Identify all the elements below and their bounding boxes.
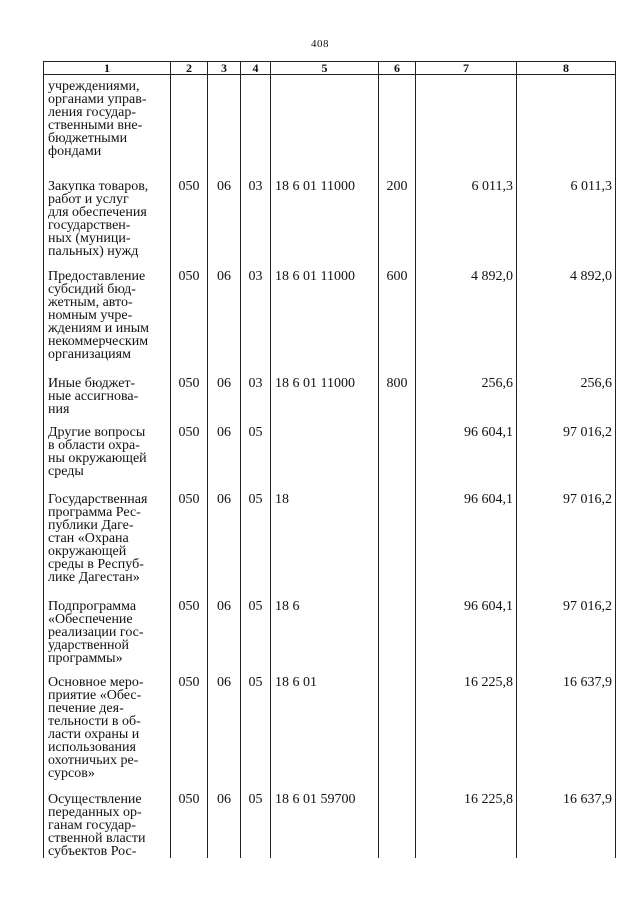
cell-amount-year1: 96 604,1 xyxy=(416,422,517,489)
cell-ministry-code xyxy=(171,75,208,177)
header-col-3: 3 xyxy=(208,62,241,75)
cell-section: 06 xyxy=(208,672,241,789)
cell-subsection: 03 xyxy=(241,176,271,266)
header-col-7: 7 xyxy=(416,62,517,75)
cell-ministry-code: 050 xyxy=(171,373,208,422)
header-row xyxy=(44,62,616,75)
cell-expense-type: 200 xyxy=(379,176,416,266)
cell-target-article: 18 6 01 11000 xyxy=(271,373,379,422)
cell-section: 06 xyxy=(208,489,241,596)
header-col-4: 4 xyxy=(241,62,271,75)
cell-amount-year2: 16 637,9 xyxy=(517,672,616,789)
cell-subsection: 05 xyxy=(241,422,271,489)
cell-amount-year2: 6 011,3 xyxy=(517,176,616,266)
cell-ministry-code: 050 xyxy=(171,489,208,596)
cell-amount-year2: 97 016,2 xyxy=(517,596,616,672)
cell-expense-type xyxy=(379,489,416,596)
table-row xyxy=(44,176,616,266)
cell-section: 06 xyxy=(208,176,241,266)
cell-name: Осуществление переданных ор- ганам государ- ственной власти субъектов Рос- xyxy=(44,789,171,858)
header-col-2: 2 xyxy=(171,62,208,75)
cell-amount-year2: 97 016,2 xyxy=(517,422,616,489)
table-row xyxy=(44,789,616,858)
cell-expense-type xyxy=(379,596,416,672)
cell-target-article: 18 6 01 59700 xyxy=(271,789,379,858)
cell-subsection: 03 xyxy=(241,266,271,373)
cell-expense-type xyxy=(379,75,416,177)
cell-expense-type xyxy=(379,789,416,858)
cell-amount-year1 xyxy=(416,75,517,177)
cell-section: 06 xyxy=(208,373,241,422)
cell-name: Государственная программа Рес- публики Даге- стан «Охрана окружающей среды в Респуб- лике Дагестан» xyxy=(44,489,171,596)
cell-name: Основное меро- приятие «Обес- печение дея- тельности в об- ласти охраны и использования охотничьих ре- сурсов» xyxy=(44,672,171,789)
cell-name: Подпрограмма «Обеспечение реализации гос- ударственной программы» xyxy=(44,596,171,672)
cell-ministry-code: 050 xyxy=(171,789,208,858)
cell-section: 06 xyxy=(208,596,241,672)
cell-amount-year2: 16 637,9 xyxy=(517,789,616,858)
cell-amount-year1: 16 225,8 xyxy=(416,672,517,789)
cell-expense-type: 600 xyxy=(379,266,416,373)
cell-amount-year1: 96 604,1 xyxy=(416,489,517,596)
cell-expense-type xyxy=(379,672,416,789)
table-row xyxy=(44,266,616,373)
page-number: 408 xyxy=(311,38,329,50)
cell-expense-type: 800 xyxy=(379,373,416,422)
cell-amount-year2 xyxy=(517,75,616,177)
table-row xyxy=(44,489,616,596)
cell-amount-year1: 16 225,8 xyxy=(416,789,517,858)
header-col-6: 6 xyxy=(379,62,416,75)
table-row xyxy=(44,75,616,177)
cell-target-article: 18 6 xyxy=(271,596,379,672)
cell-subsection: 05 xyxy=(241,672,271,789)
table-row xyxy=(44,422,616,489)
cell-subsection xyxy=(241,75,271,177)
header-col-1: 1 xyxy=(44,62,171,75)
cell-amount-year2: 256,6 xyxy=(517,373,616,422)
cell-target-article: 18 xyxy=(271,489,379,596)
cell-ministry-code: 050 xyxy=(171,422,208,489)
table-row xyxy=(44,672,616,789)
cell-target-article xyxy=(271,422,379,489)
cell-target-article: 18 6 01 11000 xyxy=(271,176,379,266)
cell-target-article: 18 6 01 xyxy=(271,672,379,789)
cell-ministry-code: 050 xyxy=(171,672,208,789)
cell-ministry-code: 050 xyxy=(171,176,208,266)
cell-expense-type xyxy=(379,422,416,489)
cell-target-article: 18 6 01 11000 xyxy=(271,266,379,373)
cell-amount-year1: 96 604,1 xyxy=(416,596,517,672)
cell-section: 06 xyxy=(208,266,241,373)
cell-subsection: 05 xyxy=(241,789,271,858)
cell-amount-year1: 4 892,0 xyxy=(416,266,517,373)
cell-name: Предоставление субсидий бюд- жетным, авто- номным учре- ждениям и иным некоммерческим организациям xyxy=(44,266,171,373)
cell-name: учреждениями, органами управ- ления государ- ственными вне- бюджетными фондами xyxy=(44,75,171,177)
cell-name: Другие вопросы в области охра- ны окружающей среды xyxy=(44,422,171,489)
cell-amount-year2: 4 892,0 xyxy=(517,266,616,373)
header-col-5: 5 xyxy=(271,62,379,75)
cell-name: Иные бюджет- ные ассигнова- ния xyxy=(44,373,171,422)
cell-subsection: 05 xyxy=(241,489,271,596)
cell-ministry-code: 050 xyxy=(171,266,208,373)
cell-section: 06 xyxy=(208,422,241,489)
cell-name: Закупка товаров, работ и услуг для обеспечения государствен- ных (муници- пальных) нужд xyxy=(44,176,171,266)
table-row xyxy=(44,596,616,672)
cell-section xyxy=(208,75,241,177)
cell-amount-year2: 97 016,2 xyxy=(517,489,616,596)
cell-target-article xyxy=(271,75,379,177)
cell-subsection: 05 xyxy=(241,596,271,672)
cell-ministry-code: 050 xyxy=(171,596,208,672)
cell-amount-year1: 6 011,3 xyxy=(416,176,517,266)
budget-table xyxy=(43,61,616,858)
table-row xyxy=(44,373,616,422)
cell-section: 06 xyxy=(208,789,241,858)
header-col-8: 8 xyxy=(517,62,616,75)
cell-subsection: 03 xyxy=(241,373,271,422)
cell-amount-year1: 256,6 xyxy=(416,373,517,422)
